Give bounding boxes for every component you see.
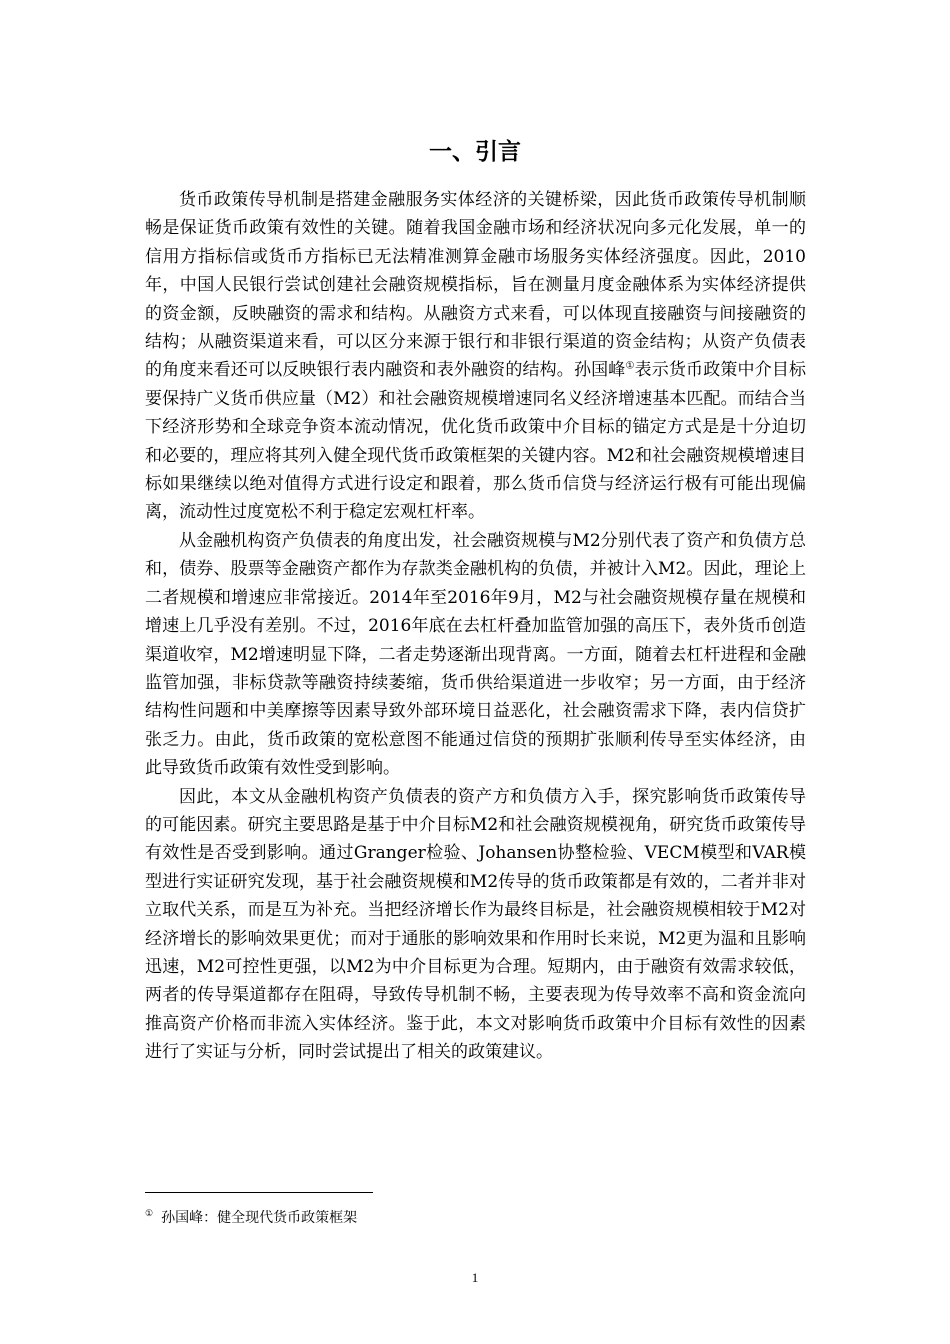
paragraph-2: 从金融机构资产负债表的角度出发，社会融资规模与M2分别代表了资产和负债方总和，债券、股票等金融资产都作为存款类金融机构的负债，并被计入M2。因此，理论上二者规模和增速应非常接近。2014年至2016年9月，M2与社会融资规模存量在规模和增速上几乎没有差别。不过，2016年底在去杠杆叠加监管加强的高压下，表外货币创造渠道收窄，M2增速明显下降，二者走势逐渐出现背离。一方面，随着去杠杆进程和金融监管加强，非标贷款等融资持续萎缩，货币供给渠道进一步收窄；另一方面，由于经济结构性问题和中美摩擦等因素导致外部环境日益恶化，社会融资需求下降，表内信贷扩张乏力。由此，货币政策的宽松意图不能通过信贷的预期扩张顺利传导至实体经济，由此导致货币政策有效性受到影响。 <box>145 530 806 779</box>
footnote <box>145 1206 806 1230</box>
paragraph-3: 因此，本文从金融机构资产负债表的资产方和负债方入手，探究影响货币政策传导的可能因素。研究主要思路是基于中介目标M2和社会融资规模视角，研究货币政策传导有效性是否受到影响。通过Granger检验、Johansen协整检验、VECM模型和VAR模型进行实证研究发现，基于社会融资规模和M2传导的货币政策都是有效的，二者并非对立取代关系，而是互为补充。当把经济增长作为最终目标是，社会融资规模相较于M2对经济增长的影响效果更优；而对于通胀的影响效果和作用时长来说，M2更为温和且影响迅速，M2可控性更强，以M2为中介目标更为合理。短期内，由于融资有效需求较低，两者的传导渠道都存在阻碍，导致传导机制不畅，主要表现为传导效率不高和资金流向推高资产价格而非流入实体经济。鉴于此，本文对影响货币政策中介目标有效性的因素进行了实证与分析，同时尝试提出了相关的政策建议。 <box>145 786 806 1063</box>
paragraph-1-text-b: 表示货币政策中介目标要保持广义货币供应量（M2）和社会融资规模增速同名义经济增速基本匹配。而结合当下经济形势和全球竞争资本流动情况，优化货币政策中介目标的锚定方式是是十分迫切和必要的，理应将其列入健全现代货币政策框架的关键内容。M2和社会融资规模增速目标如果继续以绝对值得方式进行设定和跟着，那么货币信贷与经济运行极有可能出现偏离，流动性过度宽松不利于稳定宏观杠杆率。 <box>145 360 807 523</box>
footnote-mark: ① <box>145 1209 154 1220</box>
section-heading: 一、引言 <box>429 139 521 165</box>
page-number: 1 <box>471 1270 479 1285</box>
paragraph-1-text-a: 货币政策传导机制是搭建金融服务实体经济的关键桥梁，因此货币政策传导机制顺畅是保证货币政策有效性的关键。随着我国金融市场和经济状况向多元化发展，单一的信用方指标信或货币方指标已无法精准测算金融市场服务实体经济强度。因此，2010年，中国人民银行尝试创建社会融资规模指标，旨在测量月度金融体系为实体经济提供的资金额，反映融资的需求和结构。从融资方式来看，可以体现直接融资与间接融资的结构；从融资渠道来看，可以区分来源于银行和非银行渠道的资金结构；从资产负债表的角度来看还可以反映银行表内融资和表外融资的结构。孙国峰 <box>145 190 806 381</box>
footnote-reference[interactable]: ① <box>625 360 635 372</box>
body-text <box>145 186 806 1067</box>
paragraph-1 <box>145 186 806 527</box>
footnote-text: 孙国峰：健全现代货币政策框架 <box>161 1210 358 1226</box>
footnote-separator <box>145 1192 373 1193</box>
